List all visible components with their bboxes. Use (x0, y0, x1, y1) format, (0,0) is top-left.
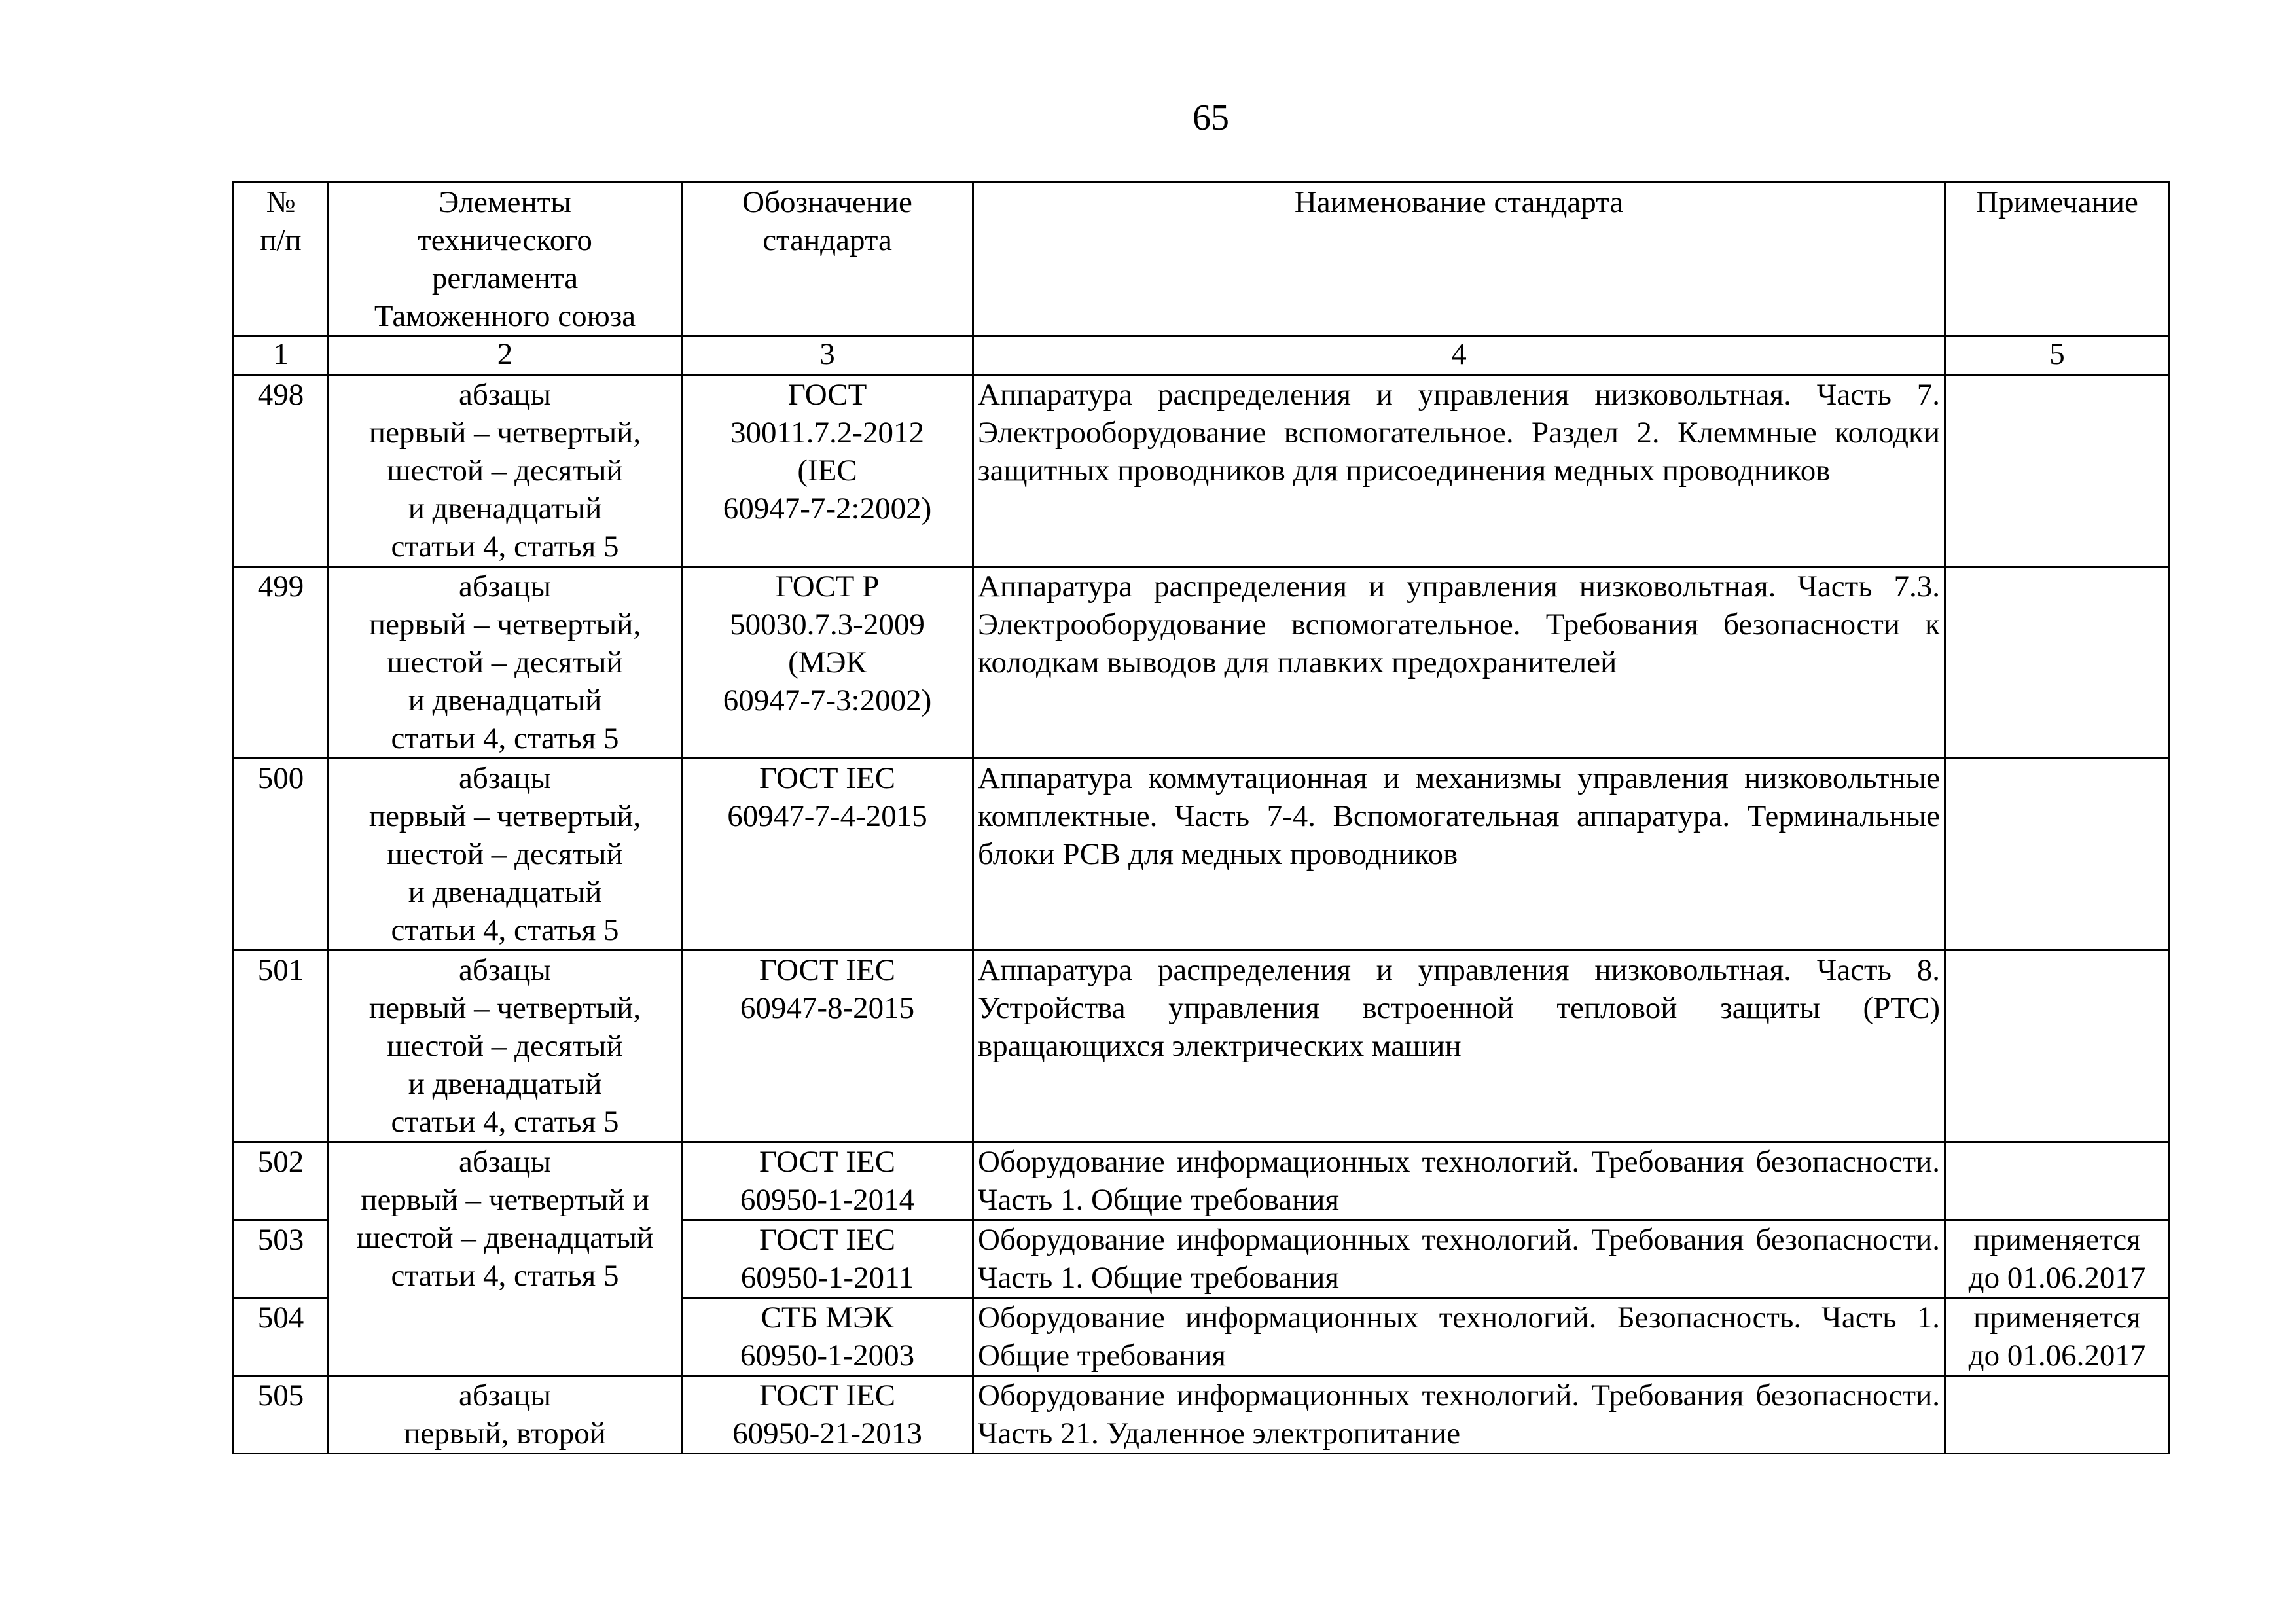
row-note: применяется до 01.06.2017 (1945, 1220, 2170, 1298)
standards-table (232, 181, 2170, 1454)
row-note (1945, 1142, 2170, 1220)
row-standard-name: Оборудование информационных технологий. Требования безопасности. Часть 1. Общие требования (973, 1220, 1945, 1298)
row-note (1945, 375, 2170, 567)
table-row (234, 567, 2170, 759)
row-standard-name: Аппаратура распределения и управления низковольтная. Часть 8. Устройства управления встроенной тепловой защиты (PTC) вращающихся электрических машин (973, 950, 1945, 1142)
row-elements: абзацы первый – четвертый, шестой – десятый и двенадцатый статьи 4, статья 5 (329, 375, 682, 567)
column-number: 5 (1945, 336, 2170, 375)
header-row (234, 183, 2170, 336)
row-elements: абзацы первый – четвертый и шестой – двенадцатый статьи 4, статья 5 (329, 1142, 682, 1376)
row-designation: ГОСТ Р 50030.7.3-2009 (МЭК 60947-7-3:2002) (682, 567, 973, 759)
row-note: применяется до 01.06.2017 (1945, 1298, 2170, 1376)
row-number: 501 (234, 950, 329, 1142)
row-designation: ГОСТ IEC 60950-1-2014 (682, 1142, 973, 1220)
column-number: 2 (329, 336, 682, 375)
table-row (234, 950, 2170, 1142)
row-number: 504 (234, 1298, 329, 1376)
header-designation: Обозначение стандарта (682, 183, 973, 336)
row-designation: ГОСТ IEC 60947-7-4-2015 (682, 759, 973, 950)
row-standard-name: Оборудование информационных технологий. Безопасность. Часть 1. Общие требования (973, 1298, 1945, 1376)
row-standard-name: Аппаратура распределения и управления низковольтная. Часть 7.3. Электрооборудование вспомогательное. Требования безопасности к колодкам выводов для плавких предохранителей (973, 567, 1945, 759)
table-row (234, 1376, 2170, 1454)
row-note (1945, 950, 2170, 1142)
row-elements: абзацы первый – четвертый, шестой – десятый и двенадцатый статьи 4, статья 5 (329, 567, 682, 759)
row-standard-name: Оборудование информационных технологий. Требования безопасности. Часть 21. Удаленное электропитание (973, 1376, 1945, 1454)
row-number: 503 (234, 1220, 329, 1298)
header-num: № п/п (234, 183, 329, 336)
header-elements: Элементы технического регламента Таможенного союза (329, 183, 682, 336)
row-number: 505 (234, 1376, 329, 1454)
row-elements: абзацы первый – четвертый, шестой – десятый и двенадцатый статьи 4, статья 5 (329, 759, 682, 950)
row-designation: ГОСТ IEC 60947-8-2015 (682, 950, 973, 1142)
row-designation: ГОСТ IEC 60950-21-2013 (682, 1376, 973, 1454)
row-number: 498 (234, 375, 329, 567)
header-name: Наименование стандарта (973, 183, 1945, 336)
table-row (234, 1142, 2170, 1220)
row-standard-name: Аппаратура распределения и управления низковольтная. Часть 7. Электрооборудование вспомогательное. Раздел 2. Клеммные колодки защитных проводников для присоединения медных проводников (973, 375, 1945, 567)
table-row (234, 375, 2170, 567)
row-elements: абзацы первый – четвертый, шестой – десятый и двенадцатый статьи 4, статья 5 (329, 950, 682, 1142)
row-number: 500 (234, 759, 329, 950)
row-designation: СТБ МЭК 60950-1-2003 (682, 1298, 973, 1376)
column-number: 1 (234, 336, 329, 375)
row-number: 499 (234, 567, 329, 759)
table-row (234, 759, 2170, 950)
row-elements: абзацы первый, второй (329, 1376, 682, 1454)
row-note (1945, 567, 2170, 759)
column-number-row (234, 336, 2170, 375)
row-designation: ГОСТ 30011.7.2-2012 (IEC 60947-7-2:2002) (682, 375, 973, 567)
row-note (1945, 1376, 2170, 1454)
row-designation: ГОСТ IEC 60950-1-2011 (682, 1220, 973, 1298)
column-number: 4 (973, 336, 1945, 375)
row-note (1945, 759, 2170, 950)
header-note: Примечание (1945, 183, 2170, 336)
page-number: 65 (1193, 98, 1229, 138)
column-number: 3 (682, 336, 973, 375)
row-number: 502 (234, 1142, 329, 1220)
row-standard-name: Аппаратура коммутационная и механизмы управления низковольтные комплектные. Часть 7-4. Вспомогательная аппаратура. Терминальные блоки PCB для медных проводников (973, 759, 1945, 950)
row-standard-name: Оборудование информационных технологий. Требования безопасности. Часть 1. Общие требования (973, 1142, 1945, 1220)
